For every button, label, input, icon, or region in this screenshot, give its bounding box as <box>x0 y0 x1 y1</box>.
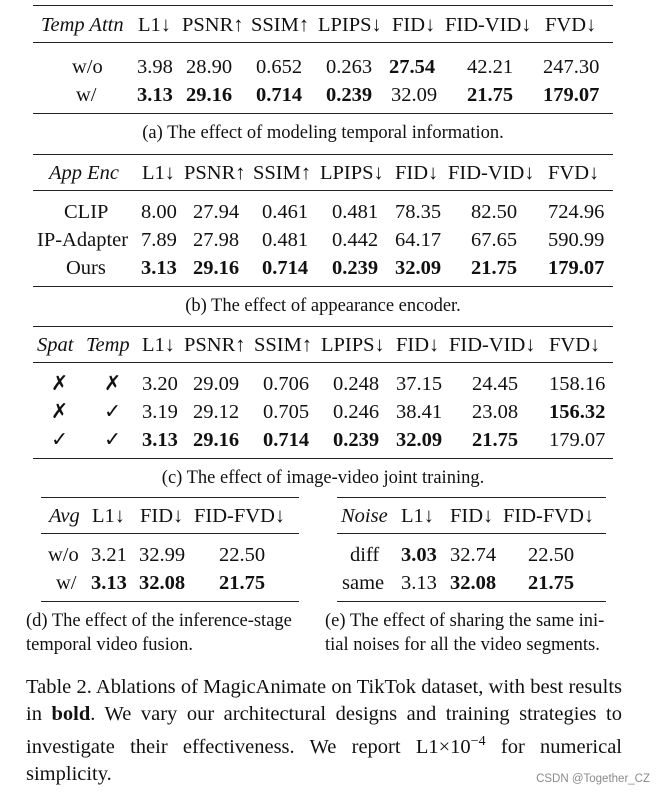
table-c-header-cell: Spat <box>37 334 74 356</box>
table-b-header-cell: FVD↓ <box>548 162 600 184</box>
table-cell: 0.481 <box>262 229 309 251</box>
table-cell: 247.30 <box>543 56 600 78</box>
table-c-header-cell: FVD↓ <box>549 334 601 356</box>
table-e-header-cell: L1↓ <box>401 505 435 527</box>
table-cell: 3.03 <box>401 544 437 566</box>
table-e-caption-line1: (e) The effect of sharing the same ini- <box>325 611 605 631</box>
table-e-header-cell: FID↓ <box>450 505 494 527</box>
table-cell: 8.00 <box>141 201 177 223</box>
table-cell: 3.13 <box>137 84 173 106</box>
table-cell: w/ <box>76 84 97 106</box>
table-cell: 179.07 <box>548 257 605 279</box>
table-cell: 0.714 <box>262 257 309 279</box>
table-cell: 3.98 <box>137 56 173 78</box>
table-a-header-cell: LPIPS↓ <box>318 14 382 36</box>
table-c-header-cell: LPIPS↓ <box>321 334 385 356</box>
table-cell: 0.714 <box>263 429 310 451</box>
table-cell: 29.16 <box>193 429 240 451</box>
table-cell: diff <box>350 544 380 566</box>
table-a-header-cell: L1↓ <box>138 14 172 36</box>
table-cell: 7.89 <box>141 229 177 251</box>
table-cell: 21.75 <box>467 84 514 106</box>
table-cell: 32.74 <box>450 544 497 566</box>
table-e-mid-rule <box>337 533 606 534</box>
table-a-header-cell: Temp Attn <box>41 14 124 36</box>
table-b-header-cell: L1↓ <box>142 162 176 184</box>
table-cell: CLIP <box>64 201 109 223</box>
table-cell: 64.17 <box>395 229 442 251</box>
table-cell: 3.13 <box>142 429 178 451</box>
table-cell: 0.705 <box>263 401 310 423</box>
table-cell: IP-Adapter <box>37 229 129 251</box>
table-cell: 0.239 <box>332 257 379 279</box>
table-row <box>0 542 658 568</box>
table-cell: 0.652 <box>256 56 303 78</box>
table-c-header-cell: PSNR↑ <box>184 334 246 356</box>
table-cell: 0.714 <box>256 84 303 106</box>
table-cell: 27.98 <box>193 229 240 251</box>
table-cell: 0.248 <box>333 373 380 395</box>
table-a-caption: (a) The effect of modeling temporal information. <box>142 123 504 143</box>
table-a-header-cell: FID↓ <box>392 14 436 36</box>
table-cell: 724.96 <box>548 201 605 223</box>
table-cell: 3.13 <box>91 572 127 594</box>
table-cell: same <box>342 572 385 594</box>
table-cell: 22.50 <box>219 544 266 566</box>
table-cell: 0.706 <box>263 373 310 395</box>
table-cell: 21.75 <box>471 257 518 279</box>
table-e-bottom-rule <box>337 601 606 602</box>
table-e-header-cell: FID-FVD↓ <box>503 505 595 527</box>
table-c-header-cell: FID-VID↓ <box>449 334 536 356</box>
table-cell: 29.16 <box>193 257 240 279</box>
table-cell: 179.07 <box>549 429 606 451</box>
table-cell: 38.41 <box>396 401 443 423</box>
table-d-header-cell: FID-FVD↓ <box>194 505 286 527</box>
table-row <box>0 570 658 596</box>
table-cell: 22.50 <box>528 544 575 566</box>
table-cell: 32.99 <box>139 544 186 566</box>
table-b-header-cell: FID-VID↓ <box>448 162 535 184</box>
table-cell: 42.21 <box>467 56 514 78</box>
table-cell: ✗ <box>51 401 69 423</box>
table-c-header-cell: L1↓ <box>142 334 176 356</box>
table-b-header-cell: LPIPS↓ <box>320 162 384 184</box>
table-cell: 179.07 <box>543 84 600 106</box>
main-caption-part1: Table 2. Ablations of MagicAnimate on TikTok dataset, with best results in <box>26 676 622 725</box>
table-cell: 29.12 <box>193 401 240 423</box>
table-cell: 21.75 <box>472 429 519 451</box>
table-cell: 0.246 <box>333 401 380 423</box>
table-cell: 32.09 <box>396 429 443 451</box>
table-d-header-cell: FID↓ <box>140 505 184 527</box>
main-caption-part3: for numerical simplicity. <box>26 735 622 785</box>
table-cell: ✗ <box>51 373 69 395</box>
table-a-header-cell: SSIM↑ <box>251 14 310 36</box>
table-cell: 67.65 <box>471 229 518 251</box>
table-cell: Ours <box>66 257 106 279</box>
table-main-caption <box>26 674 622 788</box>
table-cell: 78.35 <box>395 201 442 223</box>
table-cell: ✗ <box>104 373 122 395</box>
table-e-header-row <box>0 503 658 529</box>
table-b-caption: (b) The effect of appearance encoder. <box>185 296 461 316</box>
table-a-header-cell: PSNR↑ <box>182 14 244 36</box>
table-cell: 21.75 <box>528 572 575 594</box>
table-c-header-cell: FID↓ <box>396 334 440 356</box>
table-a-header-cell: FID-VID↓ <box>445 14 532 36</box>
table-cell: 27.54 <box>389 56 436 78</box>
table-b-header-cell: App Enc <box>49 162 120 184</box>
table-cell: 3.21 <box>91 544 127 566</box>
table-cell: 23.08 <box>472 401 519 423</box>
table-cell: 158.16 <box>549 373 606 395</box>
table-cell: 27.94 <box>193 201 240 223</box>
table-cell: 28.90 <box>186 56 233 78</box>
table-cell: 3.19 <box>142 401 178 423</box>
table-cell: 32.09 <box>391 84 438 106</box>
table-cell: 0.263 <box>326 56 373 78</box>
table-cell: 29.16 <box>186 84 233 106</box>
table-cell: w/ <box>56 572 77 594</box>
table-d-header-cell: Avg <box>49 505 80 527</box>
table-d-caption-line2: temporal video fusion. <box>26 635 193 655</box>
table-b-header-cell: PSNR↑ <box>184 162 246 184</box>
main-caption-exponent: −4 <box>470 734 486 749</box>
table-cell: 0.239 <box>326 84 373 106</box>
table-e-caption-line2: tial noises for all the video segments. <box>325 635 600 655</box>
table-cell: 24.45 <box>472 373 519 395</box>
table-cell: 0.442 <box>332 229 379 251</box>
table-cell: 29.09 <box>193 373 240 395</box>
table-b-header-cell: FID↓ <box>395 162 439 184</box>
table-cell: 3.13 <box>141 257 177 279</box>
table-cell: 32.08 <box>139 572 186 594</box>
table-cell: 3.13 <box>401 572 437 594</box>
table-cell: ✓ <box>104 429 122 451</box>
table-a-header-cell: FVD↓ <box>545 14 597 36</box>
table-cell: 37.15 <box>396 373 443 395</box>
main-caption-bold-word: bold <box>51 703 91 725</box>
table-c-header-cell: SSIM↑ <box>254 334 313 356</box>
table-cell: ✓ <box>51 429 69 451</box>
main-caption-part2: . We vary our architectural designs and training strategies to investigate their effectiveness. We report L1×10 <box>26 703 622 758</box>
table-e-header-cell: Noise <box>341 505 388 527</box>
table-cell: 156.32 <box>549 401 606 423</box>
table-cell: 32.09 <box>395 257 442 279</box>
table-cell: 0.481 <box>332 201 379 223</box>
table-cell: 82.50 <box>471 201 518 223</box>
table-b-header-cell: SSIM↑ <box>253 162 312 184</box>
table-cell: w/o <box>72 56 103 78</box>
table-d-caption-line1: (d) The effect of the inference-stage <box>26 611 292 631</box>
table-c-header-cell: Temp <box>86 334 130 356</box>
table-cell: 0.239 <box>333 429 380 451</box>
table-cell: 3.20 <box>142 373 178 395</box>
table-cell: 21.75 <box>219 572 266 594</box>
table-cell: 0.461 <box>262 201 309 223</box>
table-cell: 32.08 <box>450 572 497 594</box>
watermark: CSDN @Together_CZ <box>536 773 650 785</box>
table-cell: ✓ <box>104 401 122 423</box>
table-cell: 590.99 <box>548 229 605 251</box>
table-c-caption: (c) The effect of image-video joint training. <box>161 468 485 488</box>
table-cell: w/o <box>48 544 79 566</box>
table-d-header-cell: L1↓ <box>92 505 126 527</box>
